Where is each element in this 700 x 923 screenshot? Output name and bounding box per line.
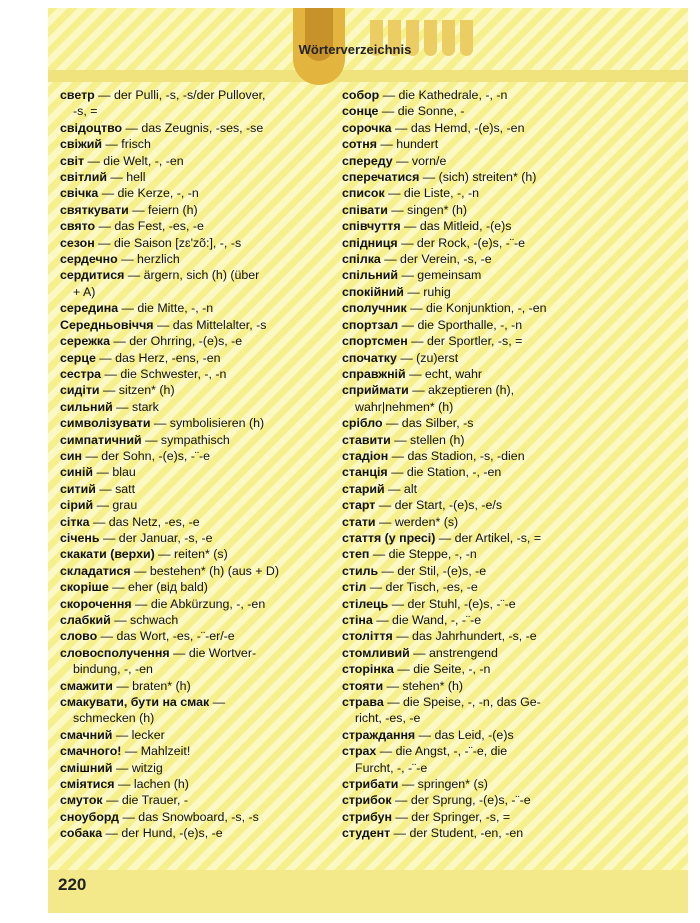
- translation: — der Sprung, -(e)s, -¨-e: [391, 793, 531, 808]
- headword: світлий: [60, 170, 107, 185]
- translation: — feiern (h): [128, 202, 198, 217]
- translation: — die Trauer, -: [102, 793, 189, 808]
- translation: — der Springer, -s, =: [392, 809, 511, 824]
- dictionary-entry: [60, 579, 335, 595]
- translation: — die Wortver-: [169, 645, 257, 660]
- dictionary-entry: [60, 514, 335, 530]
- translation: — hell: [106, 170, 146, 185]
- headword: серце: [60, 350, 96, 365]
- headword: свідоцтво: [60, 120, 123, 135]
- translation: — der Pulli, -s, -s/der Pullover,: [94, 88, 266, 102]
- translation: — das Mitleid, -(e)s: [400, 219, 512, 234]
- translation: — der Artikel, -s, =: [435, 530, 542, 545]
- translation: — singen* (h): [387, 202, 468, 217]
- translation-continuation: + A): [73, 284, 96, 299]
- translation: — die Steppe, -, -n: [369, 547, 477, 562]
- dictionary-entry: [342, 514, 632, 530]
- translation: — hundert: [376, 137, 439, 152]
- dictionary-entry: [342, 481, 632, 497]
- dictionary-entry: [60, 251, 335, 267]
- translation: — sitzen* (h): [99, 383, 175, 398]
- headword: січень: [60, 530, 100, 545]
- translation: — die Wand, -, -¨-e: [372, 613, 482, 627]
- headword: святкувати: [60, 202, 129, 217]
- translation: — das Zeugnis, -ses, -se: [122, 120, 264, 135]
- translation: — sympathisch: [141, 432, 230, 447]
- translation: — der Januar, -s, -e: [99, 530, 213, 545]
- headword: сезон: [60, 235, 95, 250]
- headword: спокійний: [342, 284, 404, 299]
- headword: смачний: [60, 727, 113, 742]
- translation: — anstrengend: [409, 645, 498, 660]
- translation: — der Tisch, -es, -e: [366, 580, 478, 595]
- dictionary-entry: [60, 366, 335, 382]
- translation: — die Kerze, -, -n: [98, 186, 199, 201]
- dictionary-entry: [342, 185, 632, 201]
- translation: — (zu)erst: [396, 350, 459, 365]
- dictionary-entry: [60, 645, 335, 661]
- dictionary-entry: [342, 579, 632, 595]
- translation: — das Leid, -(e)s: [415, 727, 514, 742]
- headword: спідниця: [342, 235, 398, 250]
- headword: срібло: [342, 416, 383, 431]
- dictionary-entry: [60, 694, 335, 710]
- translation: — grau: [93, 498, 138, 513]
- headword: стадіон: [342, 448, 389, 463]
- headword: спортсмен: [342, 334, 408, 349]
- dictionary-entry: [342, 464, 632, 480]
- dictionary-entry: [60, 169, 335, 185]
- headword: складатися: [60, 563, 131, 578]
- dictionary-column-left: [60, 87, 335, 842]
- dictionary-entry: [60, 415, 335, 431]
- translation: — bestehen* (h) (aus + D): [130, 563, 279, 578]
- headword: стати: [342, 514, 376, 529]
- dictionary-entry: [60, 464, 335, 480]
- headword: стомливий: [342, 645, 410, 660]
- translation: — der Ohrring, -(e)s, -e: [109, 334, 243, 349]
- dictionary-entry: [60, 546, 335, 562]
- headword: смуток: [60, 793, 103, 808]
- dictionary-entry: [60, 382, 335, 398]
- headword: свято: [60, 219, 96, 234]
- headword: светр: [60, 88, 95, 102]
- translation: — ruhig: [403, 284, 451, 299]
- translation: — lecker: [112, 727, 165, 742]
- dictionary-entry: [342, 235, 632, 251]
- translation: — das Netz, -es, -e: [89, 514, 200, 529]
- dictionary-entry: [342, 382, 632, 398]
- translation: — stark: [112, 399, 159, 414]
- dictionary-entry: [342, 448, 632, 464]
- translation: — das Jahrhundert, -s, -e: [392, 629, 537, 644]
- headword: старт: [342, 498, 376, 513]
- translation: — die Konjunktion, -, -en: [406, 301, 547, 316]
- translation: — die Station, -, -en: [387, 465, 502, 480]
- dictionary-entry: [342, 432, 632, 448]
- dictionary-entry: [60, 267, 335, 283]
- headword: смажити: [60, 678, 113, 693]
- headword: сторінка: [342, 662, 394, 677]
- translation: — (sich) streiten* (h): [419, 170, 537, 185]
- translation: — Mahlzeit!: [121, 744, 191, 759]
- translation: — der Sportler, -s, =: [407, 334, 523, 349]
- page-number: 220: [58, 875, 87, 894]
- headword: світ: [60, 153, 85, 168]
- headword: страва: [342, 695, 384, 710]
- translation: — der Sohn, -(e)s, -¨-e: [82, 448, 211, 463]
- translation: — der Stil, -(e)s, -e: [378, 563, 487, 578]
- dictionary-entry: [60, 350, 335, 366]
- dictionary-entry: [342, 366, 632, 382]
- headword: страждання: [342, 727, 416, 742]
- translation: — die Abkürzung, -, -en: [131, 596, 266, 611]
- headword: ставити: [342, 432, 391, 447]
- headword: сережка: [60, 334, 110, 349]
- dictionary-entry: [342, 333, 632, 349]
- headword: сірий: [60, 498, 94, 513]
- translation: — die Liste, -, -n: [384, 186, 479, 201]
- dictionary-column-right: [342, 87, 632, 842]
- headword: скоріше: [60, 580, 109, 595]
- headword: символізувати: [60, 416, 151, 431]
- dictionary-entry: [60, 776, 335, 792]
- translation: —: [209, 695, 226, 710]
- headword: середина: [60, 301, 119, 316]
- translation: — braten* (h): [112, 678, 191, 693]
- dictionary-entry: [342, 251, 632, 267]
- headword: спортзал: [342, 317, 399, 332]
- translation: — die Seite, -, -n: [393, 662, 491, 677]
- headword: сперечатися: [342, 170, 420, 185]
- translation: — der Start, -(e)s, -e/s: [375, 498, 503, 513]
- headword: свіжий: [60, 137, 102, 152]
- headword: спереду: [342, 153, 393, 168]
- dictionary-entry: [342, 776, 632, 792]
- dictionary-entry: [60, 792, 335, 808]
- dictionary-entry: [60, 481, 335, 497]
- translation: — frisch: [101, 137, 151, 152]
- translation-continuation: schmecken (h): [73, 711, 155, 726]
- translation: — die Speise, -, -n, das Ge-: [383, 695, 541, 710]
- dictionary-entry: [342, 678, 632, 694]
- translation: — satt: [95, 481, 136, 496]
- headword: ситий: [60, 481, 96, 496]
- translation: — das Silber, -s: [382, 416, 474, 431]
- translation: — ärgern, sich (h) (über: [124, 268, 260, 283]
- headword: стояти: [342, 678, 384, 693]
- translation: — die Kathedrale, -, -n: [379, 88, 508, 102]
- dictionary-entry: [60, 497, 335, 513]
- headword: сердитися: [60, 268, 125, 283]
- headword: сміятися: [60, 777, 115, 792]
- translation: — das Fest, -es, -e: [95, 219, 204, 234]
- translation: — das Stadion, -s, -dien: [388, 448, 525, 463]
- translation: — blau: [93, 465, 136, 480]
- dictionary-entry: [342, 300, 632, 316]
- translation: — der Verein, -s, -e: [380, 252, 492, 267]
- headword: співати: [342, 202, 388, 217]
- dictionary-entry: [60, 235, 335, 251]
- headword: скорочення: [60, 596, 132, 611]
- dictionary-entry: [342, 546, 632, 562]
- dictionary-entry: [60, 448, 335, 464]
- headword: словосполучення: [60, 645, 170, 660]
- dictionary-entry: [60, 596, 335, 612]
- headword: сорочка: [342, 120, 392, 135]
- dictionary-entry: [60, 300, 335, 316]
- dictionary-entry: [342, 350, 632, 366]
- translation-continuation: richt, -es, -e: [355, 711, 421, 726]
- headword: страх: [342, 744, 377, 759]
- headword: сполучник: [342, 301, 407, 316]
- dictionary-entry: [60, 317, 335, 333]
- translation: — stellen (h): [390, 432, 465, 447]
- translation: — schwach: [110, 613, 179, 627]
- headword: синій: [60, 465, 94, 480]
- dictionary-entry: [342, 743, 632, 759]
- headword: стрибати: [342, 777, 399, 792]
- headword: стіл: [342, 580, 367, 595]
- headword: сестра: [60, 366, 102, 381]
- header-bar: [48, 70, 688, 82]
- translation: — witzig: [112, 760, 163, 775]
- dictionary-entry: [342, 120, 632, 136]
- headword: справжній: [342, 366, 406, 381]
- dictionary-entry: [342, 792, 632, 808]
- headword: сидіти: [60, 383, 100, 398]
- translation: — symbolisieren (h): [150, 416, 265, 431]
- translation: — die Angst, -, -¨-e, die: [376, 744, 508, 759]
- translation: — lachen (h): [114, 777, 189, 792]
- dictionary-entry: [60, 120, 335, 136]
- dictionary-entry: [342, 267, 632, 283]
- dictionary-entry: [342, 497, 632, 513]
- translation-continuation: Furcht, -, -¨-e: [355, 760, 428, 775]
- headword: смачного!: [60, 744, 122, 759]
- dictionary-entry: [60, 202, 335, 218]
- dictionary-entry: [60, 678, 335, 694]
- dictionary-entry: [60, 530, 335, 546]
- dictionary-entry: [342, 317, 632, 333]
- translation: — das Wort, -es, -¨-er/-e: [97, 629, 235, 644]
- dictionary-entry: [60, 563, 335, 579]
- translation: — die Welt, -, -en: [84, 153, 184, 168]
- translation: — alt: [384, 481, 418, 496]
- translation: — gemeinsam: [398, 268, 482, 283]
- headword: сердечно: [60, 252, 118, 267]
- dictionary-entry: [60, 760, 335, 776]
- headword: стиль: [342, 563, 379, 578]
- headword: сильний: [60, 399, 113, 414]
- headword: стаття (у пресі): [342, 530, 436, 545]
- headword: сітка: [60, 514, 90, 529]
- dictionary-entry: [60, 628, 335, 644]
- headword: стрибок: [342, 793, 392, 808]
- translation: — der Hund, -(e)s, -e: [102, 826, 223, 841]
- translation: — eher (від bald): [108, 580, 208, 595]
- headword: стілець: [342, 596, 389, 611]
- translation: — die Mitte, -, -n: [118, 301, 214, 316]
- headword: студент: [342, 826, 391, 841]
- headword: стіна: [342, 613, 373, 627]
- dictionary-entry: [60, 185, 335, 201]
- translation: — die Sporthalle, -, -n: [398, 317, 523, 332]
- translation: — der Student, -en, -en: [390, 826, 524, 841]
- headword: станція: [342, 465, 388, 480]
- headword: спільний: [342, 268, 399, 283]
- headword: симпатичний: [60, 432, 142, 447]
- dictionary-entry: [342, 694, 632, 710]
- headword: список: [342, 186, 385, 201]
- footer-bar: [48, 870, 688, 913]
- dictionary-entry: [60, 727, 335, 743]
- headword: степ: [342, 547, 370, 562]
- dictionary-entry: [342, 661, 632, 677]
- headword: Середньовіччя: [60, 317, 154, 332]
- dictionary-entry: [342, 530, 632, 546]
- dictionary-entry: [342, 202, 632, 218]
- dictionary-entry: [60, 432, 335, 448]
- translation: — das Hemd, -(e)s, -en: [391, 120, 525, 135]
- dictionary-entry: [60, 825, 335, 841]
- dictionary-entry: [60, 809, 335, 825]
- translation-continuation: bindung, -, -en: [73, 662, 153, 677]
- dictionary-entry: [60, 153, 335, 169]
- dictionary-entry: [342, 415, 632, 431]
- dictionary-entry: [342, 136, 632, 152]
- translation: — akzeptieren (h),: [408, 383, 515, 398]
- headword: слово: [60, 629, 98, 644]
- dictionary-entry: [342, 563, 632, 579]
- translation: — das Mittelalter, -s: [153, 317, 267, 332]
- headword: сонце: [342, 104, 379, 119]
- headword: собор: [342, 88, 380, 102]
- dictionary-entry: [342, 645, 632, 661]
- translation: — echt, wahr: [405, 366, 483, 381]
- headword: сотня: [342, 137, 377, 152]
- translation: — herzlich: [117, 252, 180, 267]
- dictionary-entry: [60, 333, 335, 349]
- headword: сприймати: [342, 383, 409, 398]
- section-title: Wörterverzeichnis: [298, 42, 412, 57]
- dictionary-entry: [60, 743, 335, 759]
- headword: смішний: [60, 760, 113, 775]
- translation: — die Saison [zɛ'zõ:], -, -s: [94, 235, 242, 250]
- dictionary-entry: [342, 87, 632, 103]
- translation: — werden* (s): [375, 514, 459, 529]
- headword: смакувати, бути на смак: [60, 695, 210, 710]
- translation: — vorn/e: [392, 153, 447, 168]
- translation: — springen* (s): [398, 777, 488, 792]
- headword: співчуття: [342, 219, 401, 234]
- dictionary-entry: [342, 153, 632, 169]
- headword: століття: [342, 629, 393, 644]
- translation: — das Snowboard, -s, -s: [119, 809, 259, 824]
- headword: син: [60, 448, 82, 463]
- translation: — der Rock, -(e)s, -¨-e: [397, 235, 526, 250]
- dictionary-entry: [60, 136, 335, 152]
- translation: — die Sonne, -: [378, 104, 465, 119]
- translation: — stehen* (h): [383, 678, 464, 693]
- translation: — das Herz, -ens, -en: [95, 350, 221, 365]
- headword: скакати (верхи): [60, 547, 155, 562]
- dictionary-entry: [60, 399, 335, 415]
- headword: спілка: [342, 252, 381, 267]
- dictionary-entry: [342, 169, 632, 185]
- headword: стрибун: [342, 809, 393, 824]
- dictionary-entry: [60, 87, 335, 103]
- translation-continuation: wahr|nehmen* (h): [355, 399, 454, 414]
- dictionary-entry: [342, 825, 632, 841]
- dictionary-entry: [342, 218, 632, 234]
- translation: — reiten* (s): [154, 547, 228, 562]
- dictionary-entry: [342, 596, 632, 612]
- dictionary-entry: [342, 103, 632, 119]
- dictionary-entry: [342, 284, 632, 300]
- dictionary-entry: [342, 809, 632, 825]
- headword: старий: [342, 481, 385, 496]
- dictionary-entry: [342, 628, 632, 644]
- translation: — die Schwester, -, -n: [101, 366, 227, 381]
- dictionary-entry: [342, 727, 632, 743]
- headword: собака: [60, 826, 103, 841]
- dictionary-entry: [342, 612, 632, 628]
- headword: свічка: [60, 186, 99, 201]
- headword: слабкий: [60, 613, 111, 627]
- translation-continuation: -s, =: [73, 104, 98, 119]
- headword: сноуборд: [60, 809, 120, 824]
- translation: — der Stuhl, -(e)s, -¨-e: [388, 596, 516, 611]
- headword: спочатку: [342, 350, 397, 365]
- dictionary-entry: [60, 612, 335, 628]
- dictionary-entry: [60, 218, 335, 234]
